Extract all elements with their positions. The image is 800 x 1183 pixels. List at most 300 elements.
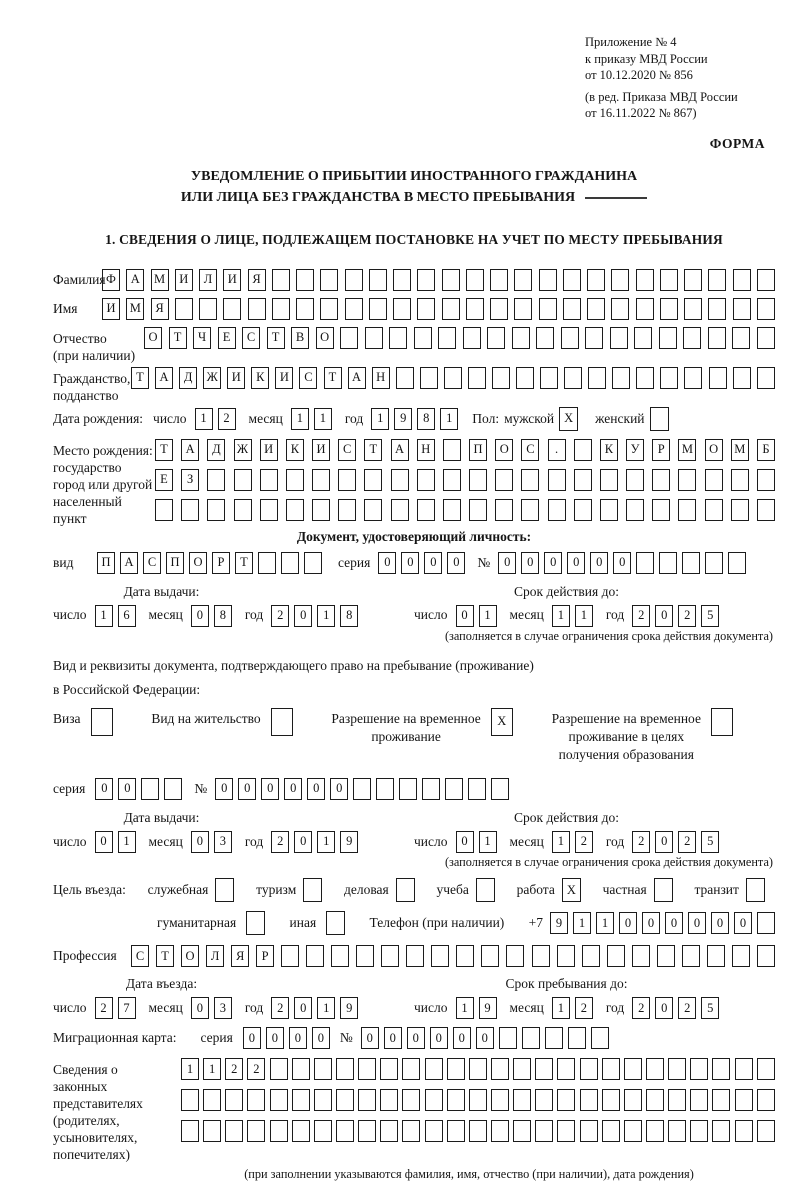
- form-cell[interactable]: 0: [567, 552, 585, 574]
- form-cell[interactable]: [757, 1089, 775, 1111]
- form-cell[interactable]: [389, 327, 407, 349]
- form-cell[interactable]: [304, 552, 322, 574]
- form-cell[interactable]: 2: [218, 408, 236, 430]
- form-cell[interactable]: [399, 778, 417, 800]
- form-cell[interactable]: Е: [218, 327, 236, 349]
- form-cell[interactable]: О: [181, 945, 199, 967]
- form-cell[interactable]: Т: [267, 327, 285, 349]
- form-cell[interactable]: [602, 1120, 620, 1142]
- form-cell[interactable]: [514, 298, 532, 320]
- form-cell[interactable]: А: [348, 367, 366, 389]
- form-cell[interactable]: [646, 1058, 664, 1080]
- form-cell[interactable]: 0: [498, 552, 516, 574]
- checkbox-sex-male[interactable]: X: [559, 407, 578, 431]
- form-cell[interactable]: [563, 298, 581, 320]
- form-cell[interactable]: [652, 469, 670, 491]
- checkbox-residence-permit[interactable]: [271, 708, 293, 736]
- checkbox-temp-residence[interactable]: X: [491, 708, 513, 736]
- form-cell[interactable]: 9: [340, 831, 358, 853]
- form-cell[interactable]: [393, 298, 411, 320]
- form-cell[interactable]: [539, 269, 557, 291]
- form-cell[interactable]: 0: [521, 552, 539, 574]
- form-cell[interactable]: А: [126, 269, 144, 291]
- form-cell[interactable]: [708, 327, 726, 349]
- form-cell[interactable]: Т: [156, 945, 174, 967]
- form-cell[interactable]: [281, 945, 299, 967]
- form-cell[interactable]: [358, 1120, 376, 1142]
- form-cell[interactable]: У: [626, 439, 644, 461]
- form-cell[interactable]: 0: [384, 1027, 402, 1049]
- form-cell[interactable]: [391, 499, 409, 521]
- form-cell[interactable]: [181, 1089, 199, 1111]
- form-cell[interactable]: [506, 945, 524, 967]
- form-cell[interactable]: [223, 298, 241, 320]
- form-cell[interactable]: [684, 367, 702, 389]
- form-cell[interactable]: [320, 269, 338, 291]
- form-cell[interactable]: 0: [642, 912, 660, 934]
- form-cell[interactable]: [624, 1089, 642, 1111]
- form-cell[interactable]: [607, 945, 625, 967]
- form-cell[interactable]: 1: [596, 912, 614, 934]
- form-cell[interactable]: [512, 327, 530, 349]
- form-cell[interactable]: [660, 269, 678, 291]
- form-cell[interactable]: [417, 298, 435, 320]
- form-cell[interactable]: [447, 1120, 465, 1142]
- form-cell[interactable]: 2: [575, 831, 593, 853]
- form-cell[interactable]: [469, 499, 487, 521]
- form-cell[interactable]: [735, 1120, 753, 1142]
- form-cell[interactable]: [611, 298, 629, 320]
- form-cell[interactable]: 0: [118, 778, 136, 800]
- form-cell[interactable]: [456, 945, 474, 967]
- form-cell[interactable]: [735, 1058, 753, 1080]
- form-cell[interactable]: 0: [613, 552, 631, 574]
- form-cell[interactable]: [469, 1120, 487, 1142]
- form-cell[interactable]: [636, 552, 654, 574]
- form-cell[interactable]: [735, 1089, 753, 1111]
- form-cell[interactable]: [438, 327, 456, 349]
- form-cell[interactable]: [345, 269, 363, 291]
- form-cell[interactable]: П: [166, 552, 184, 574]
- form-cell[interactable]: Д: [207, 439, 225, 461]
- form-cell[interactable]: Я: [151, 298, 169, 320]
- form-cell[interactable]: 1: [181, 1058, 199, 1080]
- form-cell[interactable]: К: [251, 367, 269, 389]
- form-cell[interactable]: И: [275, 367, 293, 389]
- form-cell[interactable]: [207, 499, 225, 521]
- form-cell[interactable]: [431, 945, 449, 967]
- form-cell[interactable]: 0: [238, 778, 256, 800]
- form-cell[interactable]: [732, 327, 750, 349]
- form-cell[interactable]: Е: [155, 469, 173, 491]
- form-cell[interactable]: О: [316, 327, 334, 349]
- form-cell[interactable]: [563, 269, 581, 291]
- form-cell[interactable]: [314, 1089, 332, 1111]
- form-cell[interactable]: [591, 1027, 609, 1049]
- form-cell[interactable]: [564, 367, 582, 389]
- form-cell[interactable]: [492, 367, 510, 389]
- checkbox-other[interactable]: [326, 911, 345, 935]
- form-cell[interactable]: [539, 298, 557, 320]
- form-cell[interactable]: И: [102, 298, 120, 320]
- form-cell[interactable]: 9: [479, 997, 497, 1019]
- form-cell[interactable]: О: [144, 327, 162, 349]
- form-cell[interactable]: [338, 499, 356, 521]
- form-cell[interactable]: [270, 1058, 288, 1080]
- form-cell[interactable]: 2: [247, 1058, 265, 1080]
- form-cell[interactable]: [757, 367, 775, 389]
- checkbox-business-trip[interactable]: [215, 878, 234, 902]
- form-cell[interactable]: [358, 1089, 376, 1111]
- form-cell[interactable]: О: [705, 439, 723, 461]
- checkbox-sex-female[interactable]: [650, 407, 669, 431]
- form-cell[interactable]: Я: [231, 945, 249, 967]
- form-cell[interactable]: [757, 298, 775, 320]
- form-cell[interactable]: 0: [655, 831, 673, 853]
- form-cell[interactable]: [557, 1058, 575, 1080]
- form-cell[interactable]: [602, 1089, 620, 1111]
- form-cell[interactable]: [312, 469, 330, 491]
- form-cell[interactable]: [463, 327, 481, 349]
- form-cell[interactable]: [513, 1120, 531, 1142]
- form-cell[interactable]: [164, 778, 182, 800]
- form-cell[interactable]: Т: [131, 367, 149, 389]
- form-cell[interactable]: А: [120, 552, 138, 574]
- form-cell[interactable]: [443, 439, 461, 461]
- form-cell[interactable]: [336, 1120, 354, 1142]
- form-cell[interactable]: С: [299, 367, 317, 389]
- form-cell[interactable]: [203, 1120, 221, 1142]
- form-cell[interactable]: 2: [271, 605, 289, 627]
- form-cell[interactable]: [545, 1027, 563, 1049]
- form-cell[interactable]: [707, 945, 725, 967]
- form-cell[interactable]: 2: [678, 997, 696, 1019]
- form-cell[interactable]: [733, 269, 751, 291]
- form-cell[interactable]: Т: [235, 552, 253, 574]
- form-cell[interactable]: 0: [95, 778, 113, 800]
- form-cell[interactable]: 1: [317, 605, 335, 627]
- form-cell[interactable]: 5: [701, 997, 719, 1019]
- form-cell[interactable]: 0: [191, 605, 209, 627]
- form-cell[interactable]: С: [242, 327, 260, 349]
- form-cell[interactable]: [260, 469, 278, 491]
- form-cell[interactable]: 1: [118, 831, 136, 853]
- form-cell[interactable]: 0: [261, 778, 279, 800]
- form-cell[interactable]: [624, 1120, 642, 1142]
- form-cell[interactable]: [468, 778, 486, 800]
- form-cell[interactable]: [331, 945, 349, 967]
- form-cell[interactable]: М: [678, 439, 696, 461]
- form-cell[interactable]: [705, 552, 723, 574]
- form-cell[interactable]: [678, 469, 696, 491]
- form-cell[interactable]: [540, 367, 558, 389]
- form-cell[interactable]: [521, 499, 539, 521]
- form-cell[interactable]: [369, 269, 387, 291]
- form-cell[interactable]: [417, 469, 435, 491]
- checkbox-humanitarian[interactable]: [246, 911, 265, 935]
- form-cell[interactable]: 0: [711, 912, 729, 934]
- form-cell[interactable]: 3: [214, 831, 232, 853]
- form-cell[interactable]: [487, 327, 505, 349]
- form-cell[interactable]: [708, 269, 726, 291]
- form-cell[interactable]: [345, 298, 363, 320]
- form-cell[interactable]: [757, 327, 775, 349]
- form-cell[interactable]: [705, 499, 723, 521]
- form-cell[interactable]: [320, 298, 338, 320]
- form-cell[interactable]: 1: [573, 912, 591, 934]
- form-cell[interactable]: 1: [440, 408, 458, 430]
- form-cell[interactable]: 0: [294, 605, 312, 627]
- form-cell[interactable]: [612, 367, 630, 389]
- form-cell[interactable]: [406, 945, 424, 967]
- form-cell[interactable]: [522, 1027, 540, 1049]
- form-cell[interactable]: [270, 1089, 288, 1111]
- form-cell[interactable]: П: [97, 552, 115, 574]
- form-cell[interactable]: [516, 367, 534, 389]
- form-cell[interactable]: [155, 499, 173, 521]
- form-cell[interactable]: [312, 499, 330, 521]
- form-cell[interactable]: Ч: [193, 327, 211, 349]
- form-cell[interactable]: 0: [215, 778, 233, 800]
- form-cell[interactable]: [247, 1120, 265, 1142]
- form-cell[interactable]: М: [731, 439, 749, 461]
- form-cell[interactable]: К: [600, 439, 618, 461]
- form-cell[interactable]: [657, 945, 675, 967]
- form-cell[interactable]: [445, 778, 463, 800]
- form-cell[interactable]: [757, 1058, 775, 1080]
- form-cell[interactable]: М: [126, 298, 144, 320]
- form-cell[interactable]: [731, 469, 749, 491]
- form-cell[interactable]: [336, 1058, 354, 1080]
- form-cell[interactable]: 9: [394, 408, 412, 430]
- form-cell[interactable]: [582, 945, 600, 967]
- form-cell[interactable]: [292, 1089, 310, 1111]
- form-cell[interactable]: [732, 945, 750, 967]
- form-cell[interactable]: 0: [655, 605, 673, 627]
- form-cell[interactable]: С: [338, 439, 356, 461]
- form-cell[interactable]: [414, 327, 432, 349]
- form-cell[interactable]: П: [469, 439, 487, 461]
- form-cell[interactable]: [588, 367, 606, 389]
- form-cell[interactable]: [443, 499, 461, 521]
- form-cell[interactable]: [668, 1120, 686, 1142]
- form-cell[interactable]: [491, 1058, 509, 1080]
- form-cell[interactable]: 0: [476, 1027, 494, 1049]
- form-cell[interactable]: 0: [307, 778, 325, 800]
- form-cell[interactable]: [733, 367, 751, 389]
- form-cell[interactable]: [587, 269, 605, 291]
- form-cell[interactable]: [442, 298, 460, 320]
- checkbox-commercial[interactable]: [396, 878, 415, 902]
- form-cell[interactable]: С: [521, 439, 539, 461]
- form-cell[interactable]: 0: [447, 552, 465, 574]
- form-cell[interactable]: 0: [590, 552, 608, 574]
- form-cell[interactable]: 0: [407, 1027, 425, 1049]
- form-cell[interactable]: [314, 1058, 332, 1080]
- form-cell[interactable]: [314, 1120, 332, 1142]
- checkbox-tourism[interactable]: [303, 878, 322, 902]
- form-cell[interactable]: [580, 1120, 598, 1142]
- form-cell[interactable]: 8: [340, 605, 358, 627]
- form-cell[interactable]: [466, 298, 484, 320]
- form-cell[interactable]: 2: [632, 997, 650, 1019]
- form-cell[interactable]: [469, 1089, 487, 1111]
- form-cell[interactable]: 0: [284, 778, 302, 800]
- form-cell[interactable]: 0: [619, 912, 637, 934]
- form-cell[interactable]: И: [223, 269, 241, 291]
- form-cell[interactable]: [600, 499, 618, 521]
- form-cell[interactable]: [684, 269, 702, 291]
- form-cell[interactable]: [181, 499, 199, 521]
- form-cell[interactable]: [258, 552, 276, 574]
- form-cell[interactable]: [705, 469, 723, 491]
- form-cell[interactable]: [396, 367, 414, 389]
- form-cell[interactable]: [731, 499, 749, 521]
- form-cell[interactable]: [611, 269, 629, 291]
- form-cell[interactable]: [199, 298, 217, 320]
- form-cell[interactable]: [203, 1089, 221, 1111]
- form-cell[interactable]: 1: [314, 408, 332, 430]
- form-cell[interactable]: Т: [169, 327, 187, 349]
- form-cell[interactable]: 9: [550, 912, 568, 934]
- checkbox-work[interactable]: X: [562, 878, 581, 902]
- form-cell[interactable]: [296, 298, 314, 320]
- form-cell[interactable]: [532, 945, 550, 967]
- form-cell[interactable]: [422, 778, 440, 800]
- form-cell[interactable]: Ж: [234, 439, 252, 461]
- form-cell[interactable]: [175, 298, 193, 320]
- form-cell[interactable]: [495, 499, 513, 521]
- form-cell[interactable]: [207, 469, 225, 491]
- form-cell[interactable]: [391, 469, 409, 491]
- form-cell[interactable]: А: [155, 367, 173, 389]
- form-cell[interactable]: Н: [372, 367, 390, 389]
- form-cell[interactable]: [365, 327, 383, 349]
- form-cell[interactable]: [668, 1089, 686, 1111]
- form-cell[interactable]: [234, 499, 252, 521]
- form-cell[interactable]: [557, 945, 575, 967]
- form-cell[interactable]: [402, 1089, 420, 1111]
- form-cell[interactable]: О: [189, 552, 207, 574]
- form-cell[interactable]: [668, 1058, 686, 1080]
- form-cell[interactable]: [535, 1089, 553, 1111]
- form-cell[interactable]: 1: [479, 831, 497, 853]
- form-cell[interactable]: 0: [688, 912, 706, 934]
- form-cell[interactable]: 2: [632, 605, 650, 627]
- form-cell[interactable]: 1: [479, 605, 497, 627]
- form-cell[interactable]: [548, 499, 566, 521]
- form-cell[interactable]: М: [151, 269, 169, 291]
- form-cell[interactable]: [535, 1058, 553, 1080]
- form-cell[interactable]: [247, 1089, 265, 1111]
- form-cell[interactable]: Р: [256, 945, 274, 967]
- form-cell[interactable]: Т: [155, 439, 173, 461]
- form-cell[interactable]: [513, 1058, 531, 1080]
- form-cell[interactable]: Н: [417, 439, 435, 461]
- form-cell[interactable]: К: [286, 439, 304, 461]
- form-cell[interactable]: [420, 367, 438, 389]
- form-cell[interactable]: [425, 1120, 443, 1142]
- form-cell[interactable]: 1: [317, 997, 335, 1019]
- form-cell[interactable]: Т: [364, 439, 382, 461]
- form-cell[interactable]: О: [495, 439, 513, 461]
- form-cell[interactable]: [636, 298, 654, 320]
- form-cell[interactable]: 0: [191, 831, 209, 853]
- form-cell[interactable]: 0: [294, 997, 312, 1019]
- form-cell[interactable]: И: [260, 439, 278, 461]
- form-cell[interactable]: [712, 1089, 730, 1111]
- form-cell[interactable]: [417, 269, 435, 291]
- form-cell[interactable]: 1: [552, 605, 570, 627]
- form-cell[interactable]: И: [227, 367, 245, 389]
- form-cell[interactable]: [626, 469, 644, 491]
- form-cell[interactable]: [757, 269, 775, 291]
- form-cell[interactable]: [548, 469, 566, 491]
- form-cell[interactable]: 8: [214, 605, 232, 627]
- form-cell[interactable]: С: [143, 552, 161, 574]
- form-cell[interactable]: [469, 469, 487, 491]
- form-cell[interactable]: Л: [206, 945, 224, 967]
- form-cell[interactable]: .: [548, 439, 566, 461]
- form-cell[interactable]: 1: [195, 408, 213, 430]
- checkbox-temp-residence-education[interactable]: [711, 708, 733, 736]
- form-cell[interactable]: [536, 327, 554, 349]
- form-cell[interactable]: 5: [701, 831, 719, 853]
- form-cell[interactable]: 1: [552, 997, 570, 1019]
- form-cell[interactable]: [380, 1120, 398, 1142]
- form-cell[interactable]: [468, 367, 486, 389]
- form-cell[interactable]: 0: [289, 1027, 307, 1049]
- form-cell[interactable]: 2: [678, 605, 696, 627]
- form-cell[interactable]: 2: [271, 831, 289, 853]
- form-cell[interactable]: [659, 552, 677, 574]
- form-cell[interactable]: [521, 469, 539, 491]
- form-cell[interactable]: 2: [271, 997, 289, 1019]
- form-cell[interactable]: 0: [734, 912, 752, 934]
- form-cell[interactable]: 0: [456, 605, 474, 627]
- form-cell[interactable]: 9: [340, 997, 358, 1019]
- form-cell[interactable]: [557, 1089, 575, 1111]
- form-cell[interactable]: [336, 1089, 354, 1111]
- form-cell[interactable]: 0: [312, 1027, 330, 1049]
- form-cell[interactable]: [660, 298, 678, 320]
- form-cell[interactable]: [376, 778, 394, 800]
- form-cell[interactable]: 6: [118, 605, 136, 627]
- form-cell[interactable]: 0: [330, 778, 348, 800]
- form-cell[interactable]: Ф: [102, 269, 120, 291]
- form-cell[interactable]: [442, 269, 460, 291]
- form-cell[interactable]: [574, 439, 592, 461]
- form-cell[interactable]: [646, 1089, 664, 1111]
- form-cell[interactable]: [306, 945, 324, 967]
- form-cell[interactable]: [561, 327, 579, 349]
- form-cell[interactable]: [353, 778, 371, 800]
- form-cell[interactable]: [272, 298, 290, 320]
- form-cell[interactable]: [602, 1058, 620, 1080]
- form-cell[interactable]: 1: [95, 605, 113, 627]
- form-cell[interactable]: [585, 327, 603, 349]
- form-cell[interactable]: [402, 1120, 420, 1142]
- form-cell[interactable]: А: [181, 439, 199, 461]
- form-cell[interactable]: [600, 469, 618, 491]
- checkbox-transit[interactable]: [746, 878, 765, 902]
- form-cell[interactable]: 1: [552, 831, 570, 853]
- form-cell[interactable]: [402, 1058, 420, 1080]
- form-cell[interactable]: А: [391, 439, 409, 461]
- form-cell[interactable]: [708, 298, 726, 320]
- form-cell[interactable]: [733, 298, 751, 320]
- form-cell[interactable]: [678, 499, 696, 521]
